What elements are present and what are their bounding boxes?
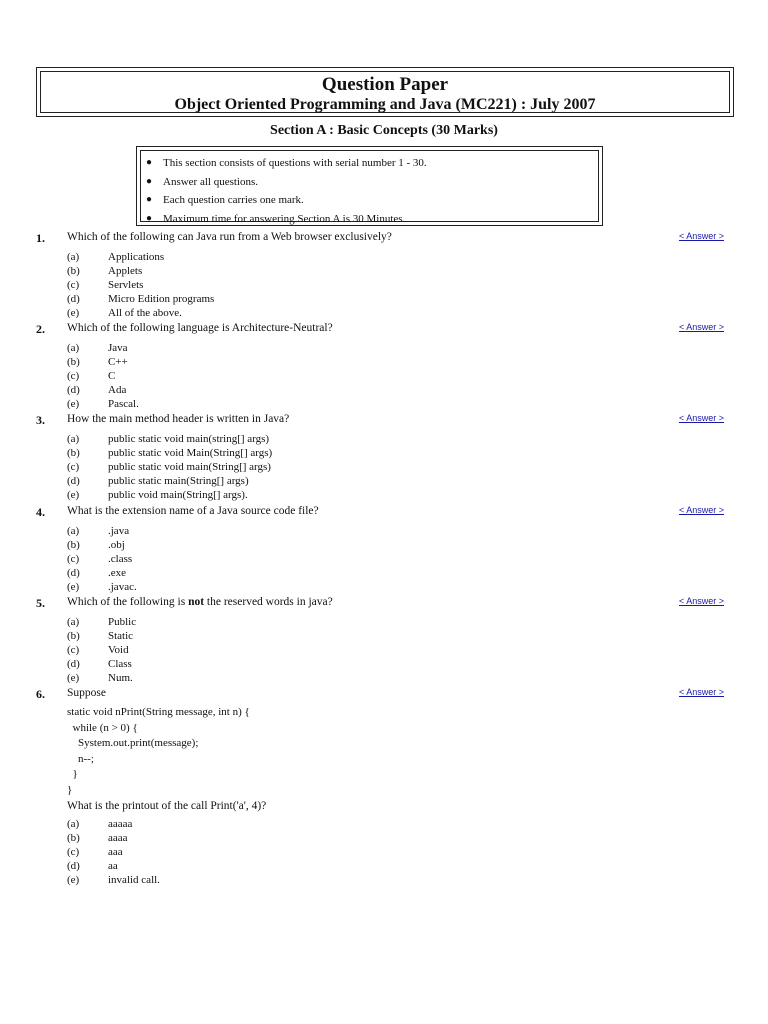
option-letter: (a) (67, 433, 80, 445)
option-letter: (a) (67, 525, 80, 537)
option-item (36, 817, 732, 831)
option-text: Class (108, 658, 132, 670)
option-item (36, 643, 732, 657)
code-line: } (67, 783, 73, 796)
question-text (67, 596, 333, 608)
answer-link[interactable]: < Answer > (678, 413, 724, 423)
header-box (36, 67, 734, 117)
option-item (36, 831, 732, 845)
option-text: C++ (108, 356, 128, 368)
answer-link[interactable]: < Answer > (678, 596, 724, 606)
answer-link[interactable]: < Answer > (678, 322, 724, 332)
option-text: public static void main(String[] args) (108, 461, 271, 473)
bullet-icon: ● (146, 157, 153, 168)
question-text-emphasis: not (188, 596, 205, 608)
code-block (36, 705, 732, 798)
option-letter: (b) (67, 356, 80, 368)
question-text: Which of the following language is Architecture-Neutral? (67, 322, 333, 334)
question-text-after: the reserved words in java? (204, 596, 333, 608)
option-item (36, 615, 732, 629)
option-letter: (b) (67, 447, 80, 459)
instruction-item (143, 173, 598, 192)
code-line: static void nPrint(String message, int n) { (67, 706, 250, 718)
option-item (36, 524, 732, 538)
option-text: All of the above. (108, 307, 182, 319)
option-text: .javac. (108, 581, 137, 593)
instruction-text: Answer all questions. (163, 175, 259, 188)
question-number: 4. (36, 505, 45, 519)
instruction-text: Maximum time for answering Section A is 30 Minutes. (163, 212, 406, 225)
option-letter: (d) (67, 567, 80, 579)
option-text: aaaaa (108, 818, 133, 830)
option-text: public void main(String[] args). (108, 489, 248, 501)
code-line: } (67, 768, 78, 780)
question-number: 3. (36, 413, 45, 427)
question-text-before: Which of the following is (67, 596, 189, 608)
option-item (36, 264, 732, 278)
options-list (36, 817, 732, 887)
options-list (36, 250, 732, 320)
option-item (36, 580, 732, 594)
option-text: Pascal. (108, 398, 139, 410)
option-item (36, 355, 732, 369)
option-letter: (a) (67, 818, 80, 830)
option-letter: (d) (67, 384, 80, 396)
instruction-item (143, 191, 598, 210)
option-letter: (b) (67, 265, 80, 277)
question-number: 1. (36, 231, 45, 245)
question-number: 6. (36, 687, 45, 701)
code-line: n--; (67, 752, 94, 765)
instruction-item (143, 210, 598, 229)
option-letter: (b) (67, 630, 80, 642)
option-text: aaa (108, 846, 123, 858)
option-text: C (108, 370, 116, 382)
option-text: aaaa (108, 832, 128, 844)
option-letter: (d) (67, 475, 80, 487)
option-text: .class (108, 553, 133, 565)
option-item (36, 873, 732, 887)
option-letter: (c) (67, 644, 80, 656)
option-text: Servlets (108, 279, 144, 291)
option-letter: (b) (67, 539, 80, 551)
option-text: .exe (108, 567, 127, 579)
option-letter: (a) (67, 251, 80, 263)
bullet-icon: ● (146, 175, 153, 187)
instructions-box (136, 146, 603, 226)
instructions-inner-frame (140, 150, 599, 225)
option-text: Void (108, 644, 129, 656)
option-letter: (e) (67, 581, 80, 593)
option-letter: (c) (67, 846, 80, 858)
option-item (36, 538, 732, 552)
option-item (36, 250, 732, 264)
option-letter: (a) (67, 616, 80, 628)
option-item (36, 397, 732, 411)
question-number: 5. (36, 596, 45, 610)
option-text: Ada (108, 384, 127, 396)
option-item (36, 278, 732, 292)
bullet-icon: ● (146, 212, 153, 224)
question-text: Suppose (67, 687, 106, 699)
question-number: 2. (36, 322, 45, 336)
option-text: Java (108, 342, 128, 354)
option-letter: (a) (67, 342, 80, 354)
code-line: System.out.print(message); (67, 737, 199, 749)
paper-title: Question Paper (321, 74, 449, 95)
instructions-list (141, 151, 598, 228)
option-item (36, 845, 732, 859)
option-item (36, 306, 732, 320)
option-letter: (c) (67, 370, 80, 382)
option-item (36, 488, 732, 502)
option-item (36, 474, 732, 488)
bullet-icon: ● (146, 194, 153, 205)
option-text: aa (108, 860, 118, 872)
option-item (36, 566, 732, 580)
option-item (36, 671, 732, 685)
option-item (36, 460, 732, 474)
question-4 (36, 505, 732, 594)
option-item (36, 432, 732, 446)
option-letter: (c) (67, 279, 80, 291)
answer-link[interactable]: < Answer > (678, 231, 724, 241)
option-item (36, 629, 732, 643)
instruction-text: This section consists of questions with serial number 1 - 30. (163, 157, 427, 169)
option-text: Micro Edition programs (108, 293, 215, 305)
option-text: invalid call. (108, 874, 160, 886)
option-item (36, 341, 732, 355)
question-text: How the main method header is written in Java? (67, 413, 290, 425)
option-item (36, 552, 732, 566)
option-item (36, 446, 732, 460)
option-text: Num. (108, 672, 133, 684)
option-letter: (b) (67, 832, 80, 844)
option-item (36, 369, 732, 383)
options-list (36, 341, 732, 411)
option-letter: (e) (67, 874, 80, 886)
option-item (36, 292, 732, 306)
options-list (36, 615, 732, 685)
question-5 (36, 596, 732, 685)
question-followup-text: What is the printout of the call Print('a', 4)? (67, 800, 267, 812)
option-text: Static (108, 630, 134, 642)
option-text: public static void Main(String[] args) (108, 447, 273, 459)
option-letter: (e) (67, 672, 80, 684)
option-letter: (d) (67, 860, 80, 872)
option-item (36, 859, 732, 873)
answer-link[interactable]: < Answer > (678, 687, 724, 697)
instruction-item (143, 154, 598, 173)
option-text: Applets (108, 265, 143, 277)
option-letter: (d) (67, 658, 80, 670)
option-letter: (d) (67, 293, 80, 305)
option-letter: (e) (67, 398, 80, 410)
question-2 (36, 322, 732, 411)
option-text: .obj (108, 539, 125, 551)
question-text: Which of the following can Java run from a Web browser exclusively? (67, 231, 392, 243)
option-letter: (e) (67, 307, 80, 319)
option-item (36, 383, 732, 397)
option-text: .java (108, 525, 130, 537)
options-list (36, 432, 732, 502)
options-list (36, 524, 732, 594)
section-title: Section A : Basic Concepts (30 Marks) (270, 123, 498, 138)
question-3 (36, 413, 732, 502)
question-1 (36, 231, 732, 320)
option-item (36, 657, 732, 671)
option-letter: (c) (67, 553, 80, 565)
answer-link[interactable]: < Answer > (678, 505, 724, 515)
instruction-text: Each question carries one mark. (163, 194, 304, 206)
option-text: public static void main(string[] args) (108, 433, 270, 445)
header-inner-frame (40, 71, 730, 113)
option-text: public static main(String[] args) (108, 475, 249, 487)
paper-subtitle: Object Oriented Programming and Java (MC221) : July 2007 (174, 96, 596, 113)
option-text: Public (108, 616, 137, 628)
code-line: while (n > 0) { (67, 721, 138, 734)
question-text: What is the extension name of a Java source code file? (67, 505, 319, 517)
option-letter: (c) (67, 461, 80, 473)
option-letter: (e) (67, 489, 80, 501)
question-6 (36, 687, 732, 887)
option-text: Applications (108, 251, 165, 263)
